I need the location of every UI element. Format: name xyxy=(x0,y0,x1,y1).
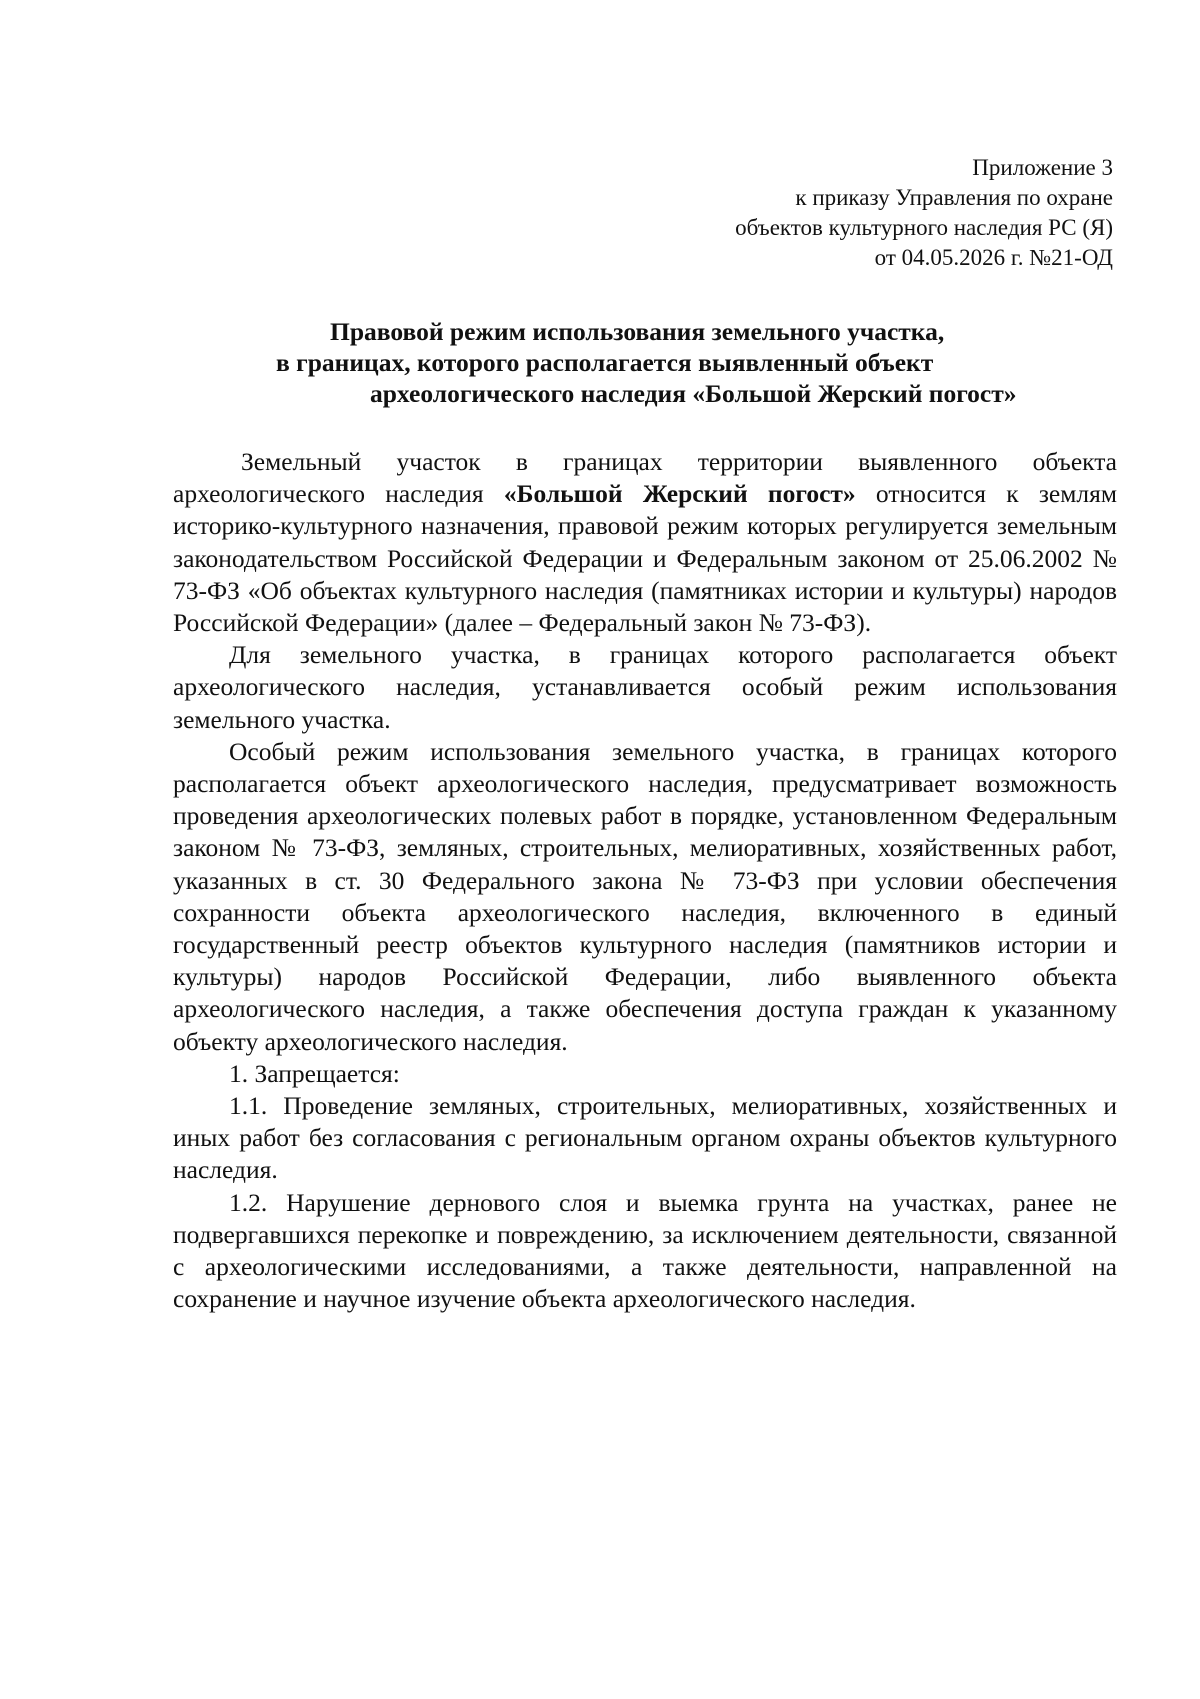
paragraph-land-plot-end: относится к землям историко-культурного назначения, правовой режим которых регулируется земельным законодательством Российской Федерации и Федеральным законом от 25.06.2002 № 73-ФЗ «Об объектах культурного наследия (памятниках истории и культуры) народов Российской Федерации» (далее – Федеральный закон № 73-ФЗ). xyxy=(173,479,1117,638)
appendix-agency: объектов культурного наследия РС (Я) xyxy=(735,215,1113,240)
document-body xyxy=(173,446,1117,1315)
paragraph-prohibited-heading: 1. Запрещается: xyxy=(229,1058,400,1088)
paragraph-land-plot xyxy=(173,446,1117,639)
paragraph-item-1-1: 1.1. Проведение земляных, строительных, мелиоративных, хозяйственных и иных работ без согласования с региональным органом охраны объектов культурного наследия. xyxy=(173,1091,1117,1185)
appendix-date-number: от 04.05.2026 г. №21-ОД xyxy=(874,245,1113,270)
paragraph-special-regime: Для земельного участка, в границах которого располагается объект археологического наследия, устанавливается особый режим использования земельного участка. xyxy=(173,640,1117,734)
appendix-order-ref: к приказу Управления по охране xyxy=(795,185,1113,210)
paragraph-regime-details: Особый режим использования земельного участка, в границах которого располагается объект археологического наследия, предусматривает возможность проведения археологических полевых работ в порядке, установленном Федеральным законом № 73-ФЗ, земляных, строительных, мелиоративных, хозяйственных работ, указанных в ст. 30 Федерального закона № 73-ФЗ при условии обеспечения сохранности объекта археологического наследия, включенного в единый государственный реестр объектов культурного наследия (памятников истории и культуры) народов Российской Федерации, либо выявленного объекта археологического наследия, а также обеспечения доступа граждан к указанному объекту археологического наследия. xyxy=(173,736,1117,1056)
title-line-2: в границах, которого располагается выявленный объект xyxy=(276,348,934,377)
paragraph-item-1-2: 1.2. Нарушение дернового слоя и выемка грунта на участках, ранее не подвергавшихся перекопке и повреждению, за исключением деятельности, связанной с археологическими исследованиями, а также деятельности, направленной на сохранение и научное изучение объекта археологического наследия. xyxy=(173,1187,1117,1314)
title-line-1: Правовой режим использования земельного участка, xyxy=(330,317,945,346)
title-line-3: археологического наследия «Большой Жерский погост» xyxy=(370,379,1017,408)
appendix-number: Приложение 3 xyxy=(972,155,1113,180)
document-title xyxy=(170,316,1120,409)
site-name-bold: «Большой Жерский погост» xyxy=(503,479,856,509)
appendix-header xyxy=(735,153,1113,273)
paragraph-land-plot-start: Земельный участок в границах территории выявленного объекта археологического наследия xyxy=(173,447,1117,509)
